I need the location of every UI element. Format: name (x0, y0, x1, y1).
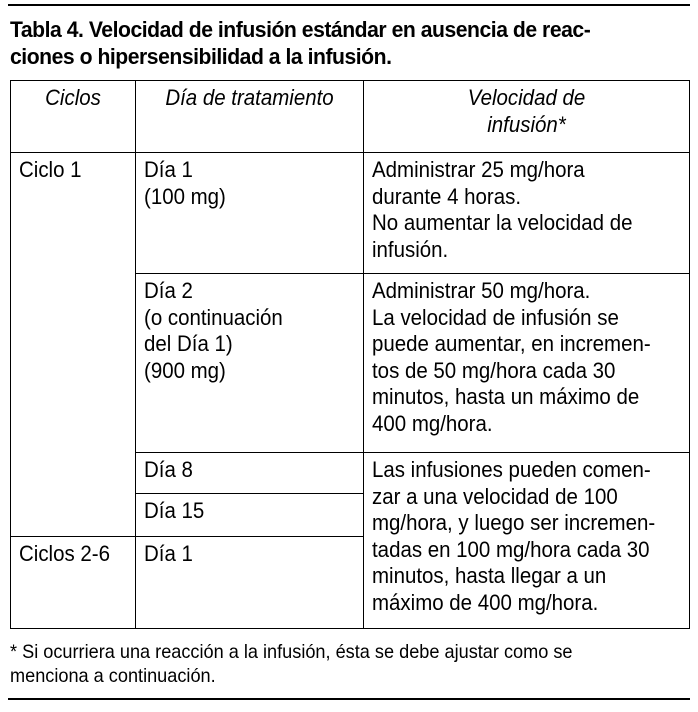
ciclo1-dia2-rate-line-3: puede aumentar, en incremen- (372, 331, 651, 356)
top-rule (8, 4, 690, 6)
ciclo1-dia2-rate-text (372, 278, 659, 437)
cell-ciclos-2-6 (11, 537, 136, 629)
shared-rate-line-1: Las infusiones pueden comen- (372, 457, 651, 482)
ciclo1-dia1-rate-line-3: No aumentar la velocidad de (372, 210, 633, 235)
table-header-row (11, 81, 690, 153)
ciclo1-dia1-rate-line-4: infusión. (372, 236, 449, 262)
shared-rate-line-3: mg/hora, y luego ser incremen- (372, 510, 656, 535)
cell-ciclo1-dia2 (136, 274, 364, 453)
footnote-line-2: menciona a continuación. (10, 665, 216, 687)
ciclos26-dia1-text: Día 1 (144, 541, 193, 566)
header-dia-de-tratamiento (136, 81, 364, 153)
ciclo1-dia1-rate-line-1: Administrar 25 mg/hora (372, 157, 585, 182)
ciclo1-dia2-line-3: del Día 1) (144, 331, 233, 356)
ciclo1-dia2-rate-line-1: Administrar 50 mg/hora. (372, 278, 591, 303)
cell-shared-rate (364, 453, 690, 629)
shared-rate-line-2: zar a una velocidad de 100 (372, 483, 618, 509)
cell-ciclo1-dia1-rate (364, 153, 690, 274)
infusion-rate-table (10, 80, 690, 629)
cell-ciclo1-dia1 (136, 153, 364, 274)
header-ciclos-label: Ciclos (45, 85, 101, 110)
ciclo1-dia2-line-1: Día 2 (144, 278, 193, 303)
header-dia-label: Día de tratamiento (165, 85, 334, 110)
ciclo1-dia2-rate-line-4: tos de 50 mg/hora cada 30 (372, 357, 616, 383)
ciclo1-dia1-line-1: Día 1 (144, 157, 193, 182)
ciclo1-dia2-text (144, 278, 340, 384)
cell-ciclo1-dia8 (136, 453, 364, 494)
ciclo1-dia8-text: Día 8 (144, 457, 193, 482)
cell-ciclo1-dia15 (136, 494, 364, 537)
shared-rate-line-6: máximo de 400 mg/hora. (372, 589, 599, 615)
ciclo1-dia1-line-2: (100 mg) (144, 183, 226, 209)
ciclo1-dia2-line-4: (900 mg) (144, 357, 226, 383)
bottom-rule (8, 698, 690, 700)
shared-rate-line-5: minutos, hasta llegar a un (372, 563, 607, 588)
header-velocidad-label (383, 85, 670, 138)
ciclo-1-label: Ciclo 1 (19, 157, 82, 182)
table-row (11, 153, 690, 274)
cell-ciclo-1 (11, 153, 136, 537)
ciclo1-dia2-line-2: (o continuación (144, 304, 283, 330)
ciclo1-dia2-rate-line-2: La velocidad de infusión se (372, 304, 619, 330)
header-velocidad-de-infusion (364, 81, 690, 153)
ciclo1-dia2-rate-line-6: 400 mg/hora. (372, 410, 493, 436)
cell-ciclos26-dia1 (136, 537, 364, 629)
header-ciclos (11, 81, 136, 153)
table-footnote (10, 640, 639, 688)
table-title-line-1: Tabla 4. Velocidad de infusión estándar en ausencia de reac- (10, 17, 591, 42)
ciclo1-dia1-rate-text (372, 157, 659, 263)
shared-rate-text (372, 457, 659, 616)
ciclo1-dia2-rate-line-5: minutos, hasta un máximo de (372, 384, 640, 409)
table-title-line-2: ciones o hipersensibilidad a la infusión. (10, 44, 392, 69)
table-title (10, 16, 645, 70)
shared-rate-line-4: tadas en 100 mg/hora cada 30 (372, 536, 650, 562)
ciclo1-dia1-rate-line-2: durante 4 horas. (372, 183, 522, 209)
ciclos-2-6-label: Ciclos 2-6 (19, 541, 110, 566)
ciclo1-dia15-text: Día 15 (144, 498, 205, 523)
header-velocidad-line-2: infusión* (487, 111, 566, 137)
ciclo1-dia1-text (144, 157, 340, 210)
cell-ciclo1-dia2-rate (364, 274, 690, 453)
header-velocidad-line-1: Velocidad de (467, 85, 586, 110)
footnote-line-1: * Si ocurriera una reacción a la infusión, ésta se debe ajustar como se (10, 641, 573, 663)
